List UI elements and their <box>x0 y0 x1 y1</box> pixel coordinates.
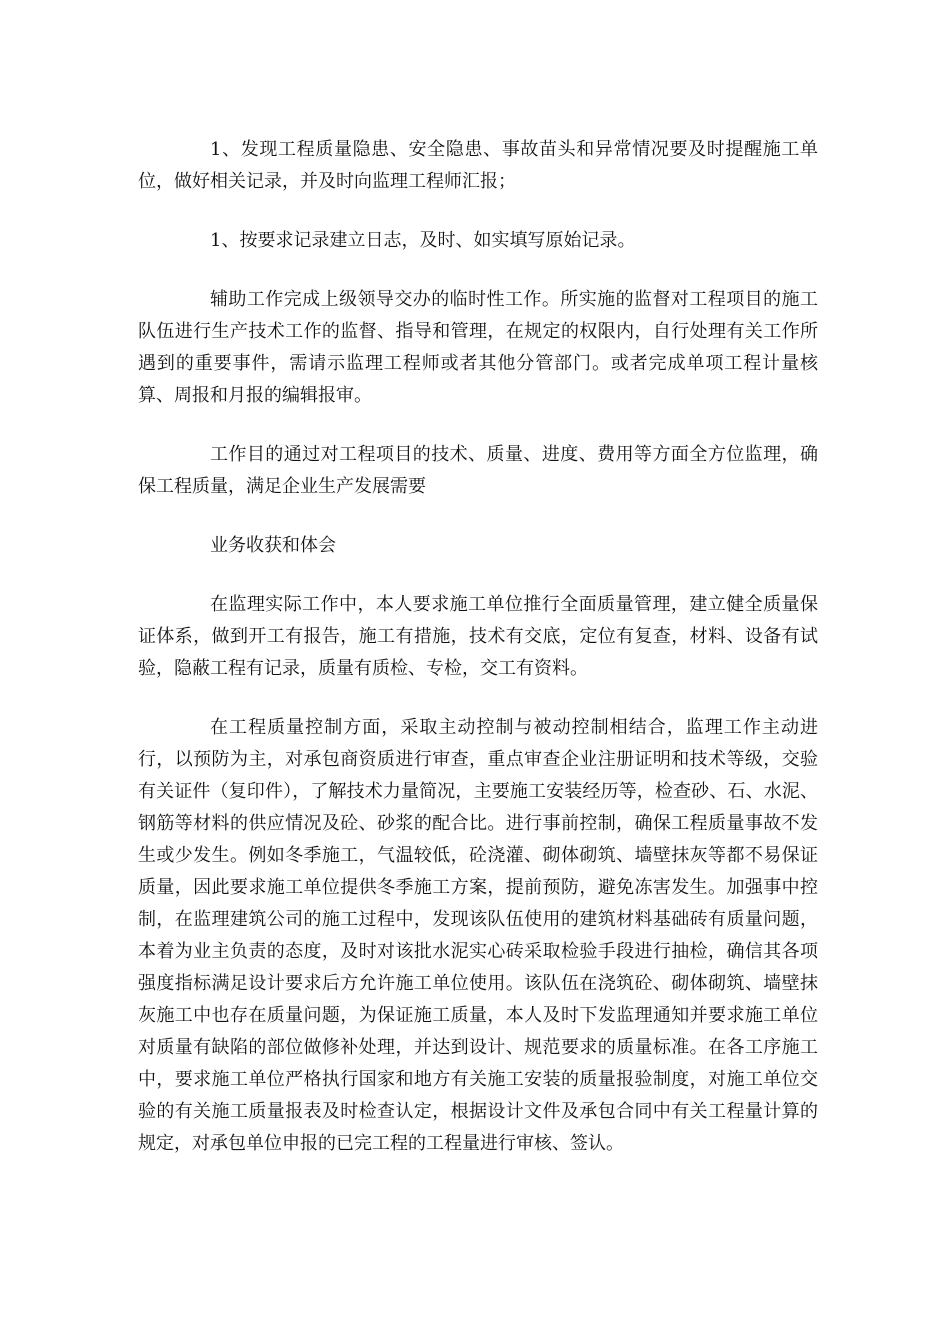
document-page <box>138 134 818 1187</box>
paragraph-auxiliary-work: 辅助工作完成上级领导交办的临时性工作。所实施的监督对工程项目的施工队伍进行生产技术工作的监督、指导和管理，在规定的权限内，自行处理有关工作所遇到的重要事件，需请示监理工程师或者其他分管部门。或者完成单项工程计量核算、周报和月报的编辑报审。 <box>138 289 818 406</box>
section-heading-gains: 业务收获和体会 <box>210 535 336 556</box>
paragraph-quality-control: 在工程质量控制方面，采取主动控制与被动控制相结合，监理工作主动进行，以预防为主，对承包商资质进行审查，重点审查企业注册证明和技术等级，交验有关证件（复印件），了解技术力量简况，主要施工安装经历等，检查砂、石、水泥、钢筋等材料的供应情况及砼、砂浆的配合比。进行事前控制，确保工程质量事故不发生或少发生。例如冬季施工，气温较低，砼浇灌、砌体砌筑、墙壁抹灰等都不易保证质量，因此要求施工单位提供冬季施工方案，提前预防，避免冻害发生。加强事中控制，在监理建筑公司的施工过程中，发现该队伍使用的建筑材料基础砖有质量问题，本着为业主负责的态度，及时对该批水泥实心砖采取检验手段进行抽检，确信其各项强度指标满足设计要求后方允许施工单位使用。该队伍在浇筑砼、砌体砌筑、墙壁抹灰施工中也存在质量问题，为保证施工质量，本人及时下发监理通知并要求施工单位对质量有缺陷的部位做修补处理，并达到设计、规范要求的质量标准。在各工序施工中，要求施工单位严格执行国家和地方有关施工安装的质量报验制度，对施工单位交验的有关施工质量报表及时检查认定，根据设计文件及承包合同中有关工程量计算的规定，对承包单位申报的已完工程的工程量进行审核、签认。 <box>138 717 818 1154</box>
paragraph-daily-log: 1、按要求记录建立日志，及时、如实填写原始记录。 <box>210 230 636 251</box>
paragraph-work-purpose: 工作目的通过对工程项目的技术、质量、进度、费用等方面全方位监理，确保工程质量，满足企业生产发展需要 <box>138 444 818 497</box>
paragraph-report-hazards: 1、发现工程质量隐患、安全隐患、事故苗头和异常情况要及时提醒施工单位，做好相关记录，并及时向监理工程师汇报； <box>138 139 818 192</box>
paragraph-quality-management: 在监理实际工作中，本人要求施工单位推行全面质量管理，建立健全质量保证体系，做到开工有报告，施工有措施，技术有交底，定位有复查，材料、设备有试验，隐蔽工程有记录，质量有质检、专检，交工有资料。 <box>138 594 818 679</box>
